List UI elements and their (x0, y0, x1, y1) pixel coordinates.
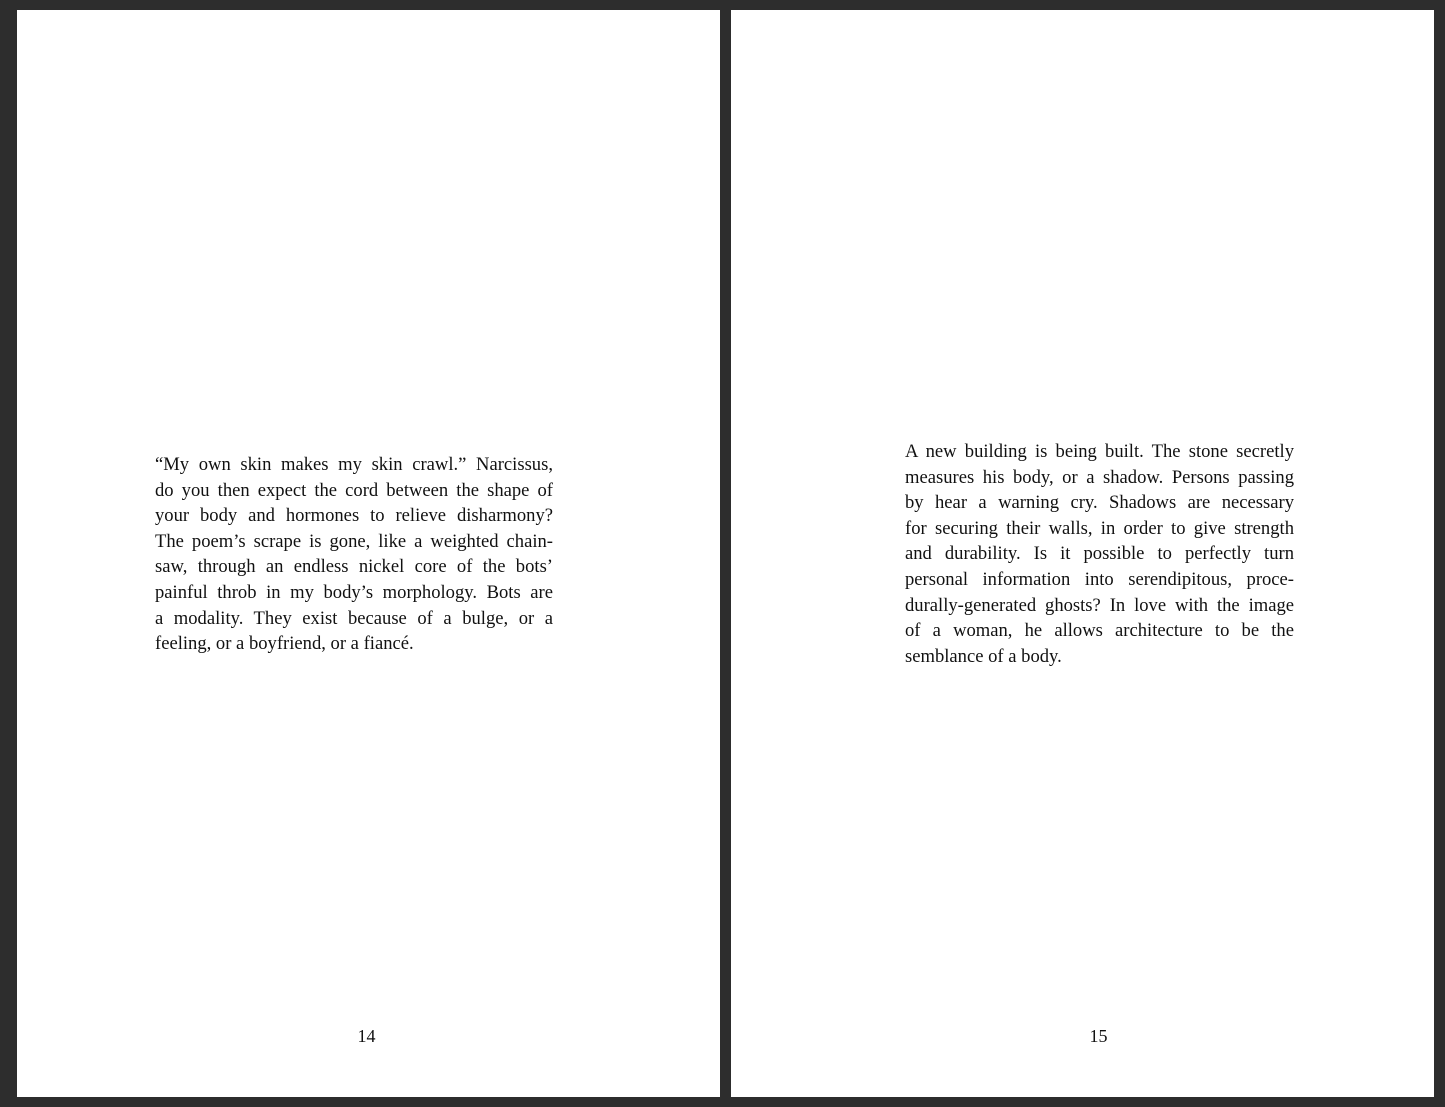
page-number: 15 (1089, 1026, 1108, 1046)
text-line: durally-generated ghosts? In love with the image (905, 594, 1294, 616)
text-line: for securing their walls, in order to give strength (905, 517, 1294, 539)
left-page (17, 10, 720, 1097)
text-line: of a woman, he allows architecture to be the (905, 620, 1294, 642)
page-number: 14 (357, 1026, 376, 1046)
text-line: and durability. Is it possible to perfectly turn (905, 543, 1294, 565)
text-line: “My own skin makes my skin crawl.” Narcissus, (155, 454, 553, 475)
text-line: semblance of a body. (905, 645, 1062, 667)
left-page-paragraph (155, 452, 553, 657)
right-page (731, 10, 1434, 1097)
text-line: do you then expect the cord between the shape of (155, 479, 553, 501)
text-line: by hear a warning cry. Shadows are necessary (905, 492, 1294, 514)
text-line: your body and hormones to relieve disharmony? (155, 505, 553, 527)
text-line: saw, through an endless nickel core of the bots’ (155, 556, 553, 578)
text-line: The poem’s scrape is gone, like a weighted chain- (155, 530, 553, 552)
text-line: measures his body, or a shadow. Persons passing (905, 466, 1294, 488)
text-line: feeling, or a boyfriend, or a fiancé. (155, 633, 414, 655)
text-line: personal information into serendipitous, proce- (905, 568, 1294, 590)
text-line: a modality. They exist because of a bulge, or a (155, 607, 553, 629)
text-line: painful throb in my body’s morphology. Bots are (155, 581, 553, 603)
right-page-paragraph (905, 439, 1294, 669)
text-line: A new building is being built. The stone secretly (905, 441, 1294, 462)
